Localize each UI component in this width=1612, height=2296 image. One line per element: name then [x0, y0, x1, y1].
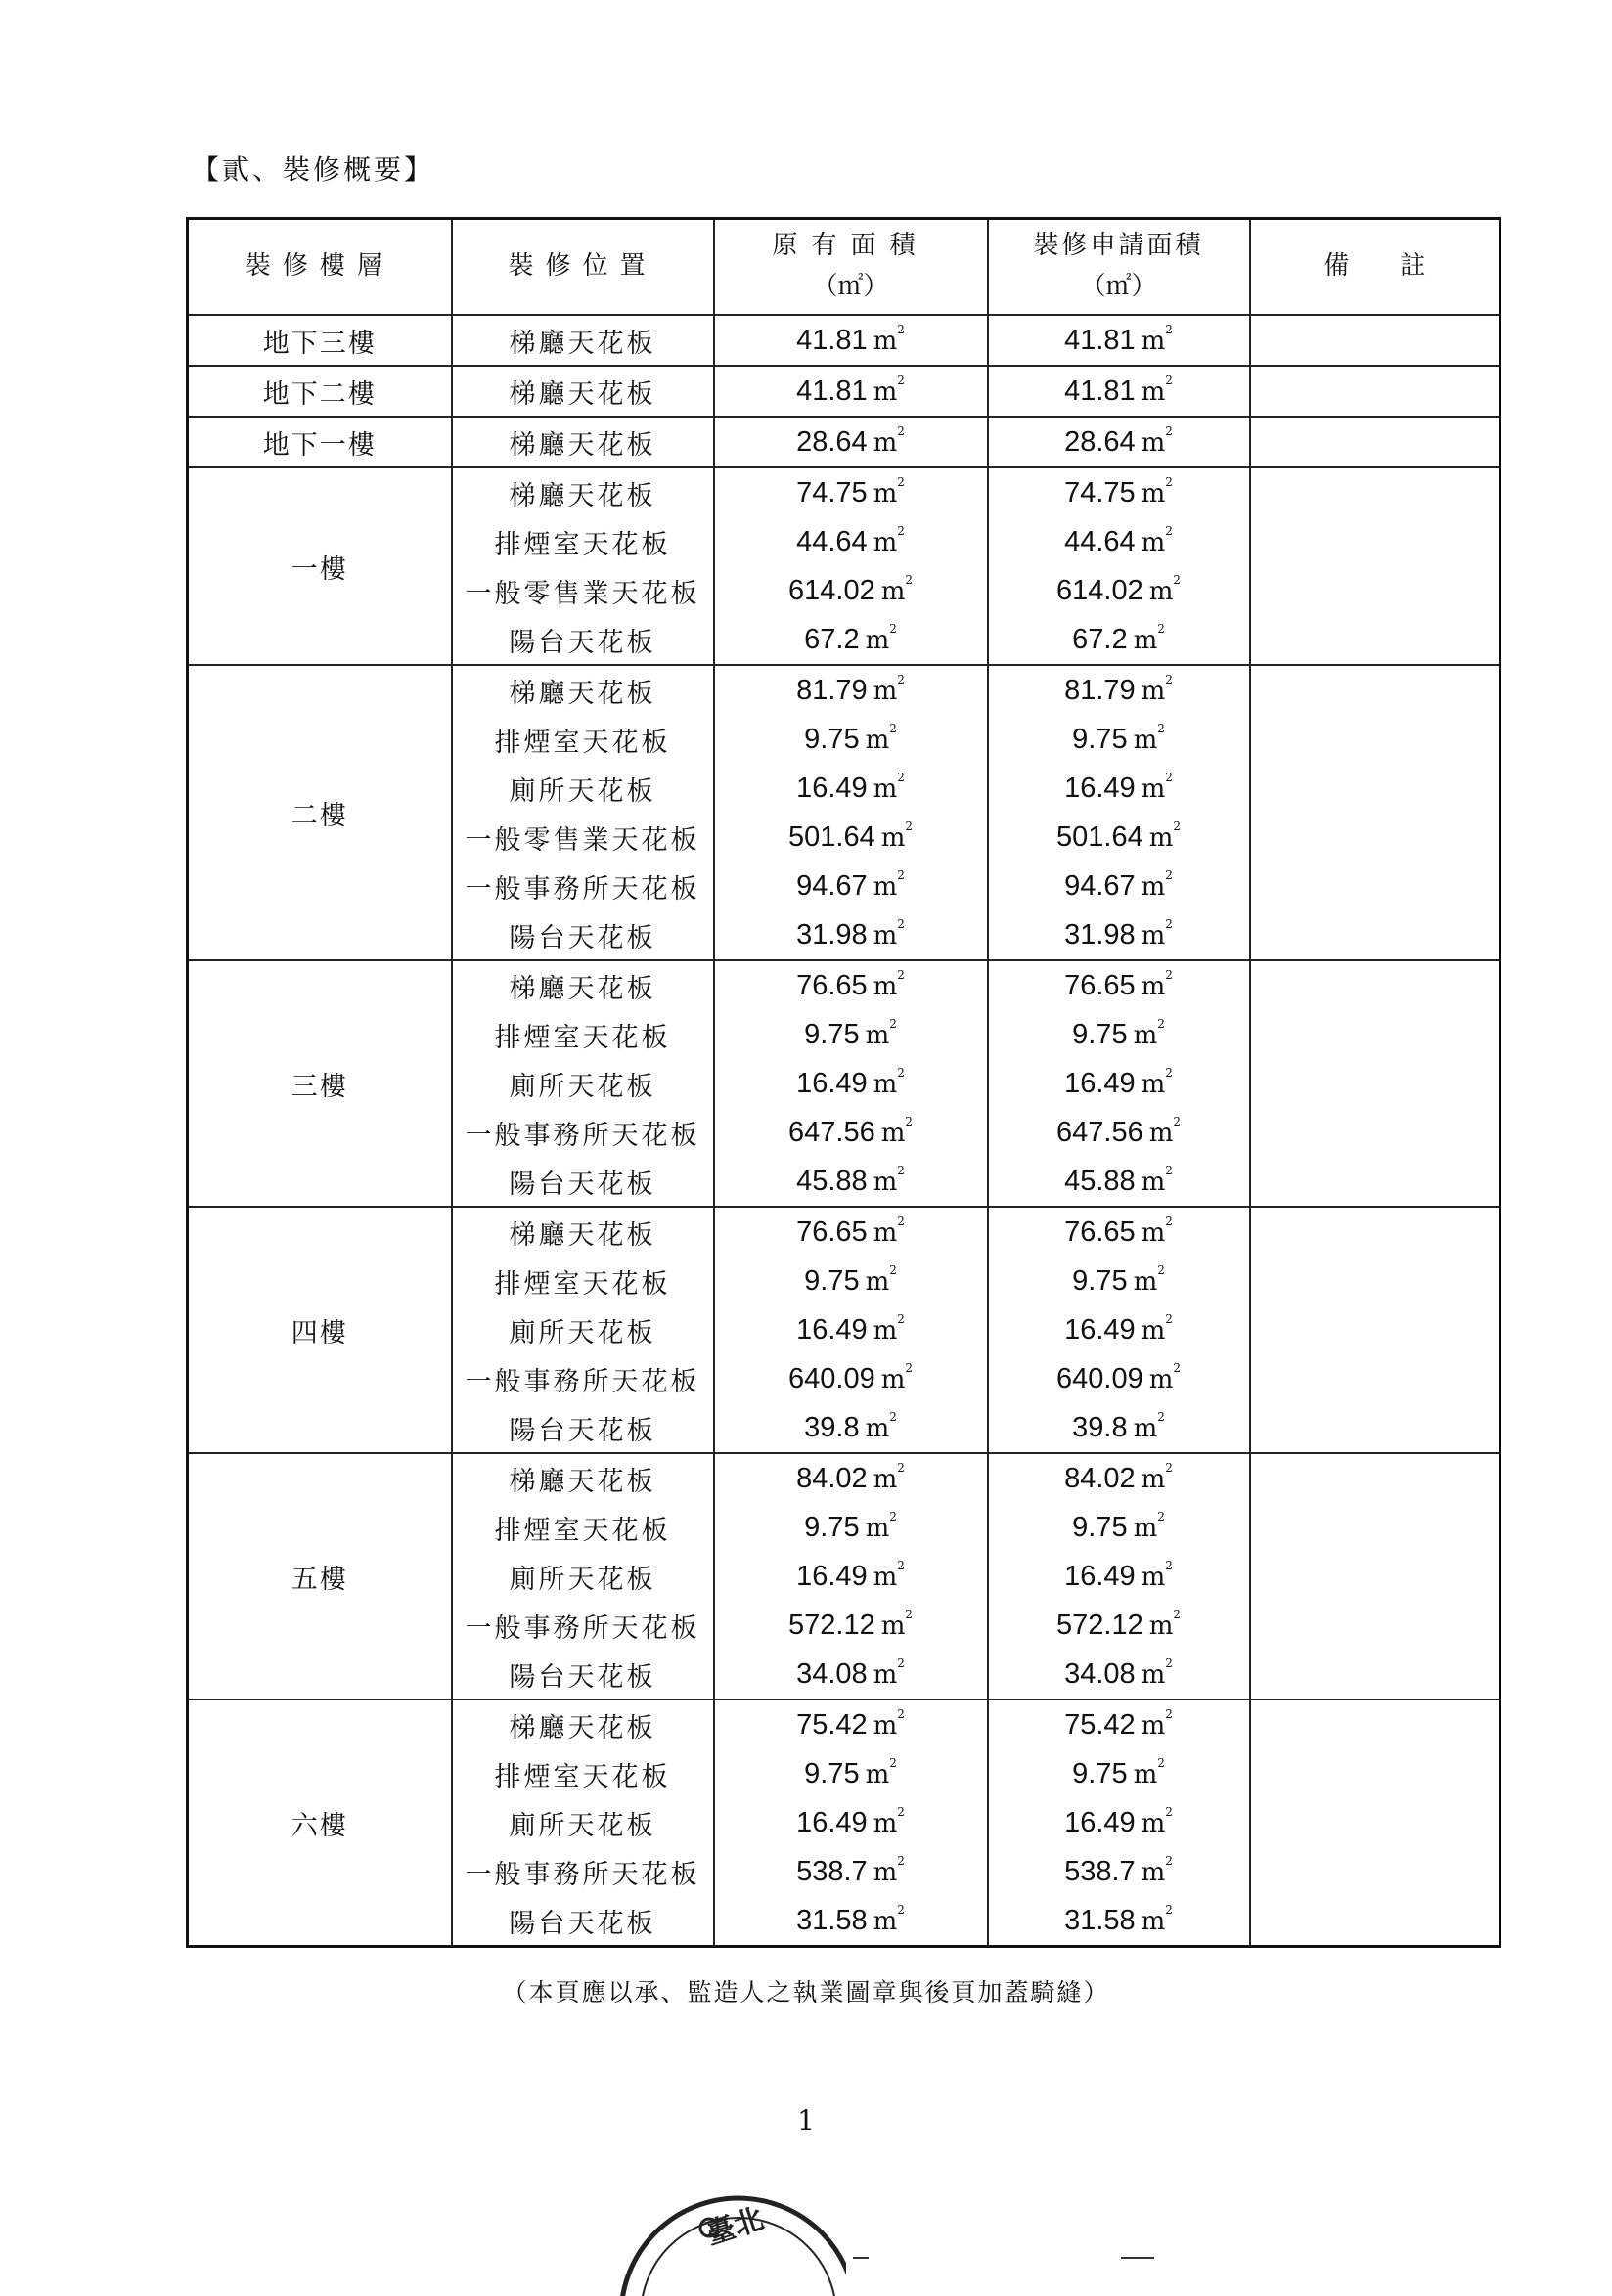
applied-area-cell	[988, 1552, 1250, 1601]
applied-area-value: 31.58	[1064, 1904, 1136, 1936]
square-meter-unit: $m^2$	[880, 1360, 913, 1394]
square-meter-unit: $m^2$	[873, 770, 905, 804]
floor-cell: 地下一樓	[188, 417, 452, 467]
original-area-cell	[714, 1010, 988, 1059]
original-area-value: 74.75	[796, 476, 868, 508]
applied-area-cell	[988, 1305, 1250, 1354]
applied-area-value: 34.08	[1064, 1657, 1136, 1690]
position-cell: 排煙室天花板	[452, 1503, 714, 1552]
applied-area-cell	[988, 517, 1250, 566]
square-meter-unit: $m^2$	[1141, 1902, 1173, 1936]
square-meter-unit: $m^2$	[873, 967, 905, 1001]
applied-area-value: 41.81	[1064, 375, 1136, 407]
original-area-cell	[714, 1503, 988, 1552]
header-original-area-label: 原有面積	[772, 231, 929, 261]
original-area-cell	[714, 861, 988, 910]
square-meter-unit: $m^2$	[1141, 423, 1173, 458]
square-meter-unit: $m^2$	[873, 1853, 905, 1887]
position-cell: 陽台天花板	[452, 1650, 714, 1700]
original-area-cell	[714, 1305, 988, 1354]
applied-area-cell	[988, 715, 1250, 764]
header-original-area-unit: （㎡）	[812, 272, 889, 301]
table-header	[188, 219, 1500, 316]
position-cell: 一般零售業天花板	[452, 566, 714, 615]
applied-area-cell	[988, 1650, 1250, 1700]
position-cell: 排煙室天花板	[452, 1010, 714, 1059]
square-meter-unit: $m^2$	[873, 1065, 905, 1099]
position-cell: 梯廳天花板	[452, 1207, 714, 1257]
position-cell: 廁所天花板	[452, 1059, 714, 1108]
applied-area-cell	[988, 1749, 1250, 1798]
applied-area-value: 28.64	[1064, 425, 1136, 458]
applied-area-cell	[988, 665, 1250, 715]
applied-area-value: 39.8	[1072, 1411, 1128, 1443]
applied-area-value: 16.49	[1064, 1313, 1136, 1346]
square-meter-unit: $m^2$	[873, 373, 905, 407]
remarks-cell	[1250, 1453, 1500, 1700]
square-meter-unit: $m^2$	[865, 1509, 897, 1543]
square-meter-unit: $m^2$	[1141, 1214, 1173, 1248]
original-area-cell	[714, 1650, 988, 1700]
position-cell: 一般事務所天花板	[452, 1601, 714, 1650]
table-row	[188, 366, 1500, 417]
position-cell: 梯廳天花板	[452, 1700, 714, 1749]
original-area-value: 76.65	[796, 1215, 868, 1248]
table-body	[188, 315, 1500, 1947]
original-area-value: 9.75	[804, 1757, 860, 1789]
applied-area-cell	[988, 1403, 1250, 1453]
position-cell: 梯廳天花板	[452, 1453, 714, 1503]
table-row	[188, 665, 1500, 715]
square-meter-unit: $m^2$	[1133, 1016, 1165, 1050]
position-cell: 排煙室天花板	[452, 1749, 714, 1798]
seal-text: 臺北	[701, 2201, 769, 2253]
applied-area-cell	[988, 615, 1250, 665]
square-meter-unit: $m^2$	[880, 1607, 913, 1641]
floor-cell: 地下三樓	[188, 315, 452, 366]
original-area-value: 76.65	[796, 969, 868, 1001]
header-remarks: 備 註	[1250, 219, 1500, 316]
original-area-cell	[714, 1749, 988, 1798]
position-cell: 排煙室天花板	[452, 715, 714, 764]
table-row	[188, 467, 1500, 517]
original-area-cell	[714, 813, 988, 861]
applied-area-cell	[988, 417, 1250, 467]
original-area-cell	[714, 665, 988, 715]
square-meter-unit: $m^2$	[873, 423, 905, 458]
applied-area-cell	[988, 813, 1250, 861]
applied-area-value: 9.75	[1072, 1018, 1128, 1050]
applied-area-value: 76.65	[1064, 969, 1136, 1001]
position-cell: 梯廳天花板	[452, 417, 714, 467]
square-meter-unit: $m^2$	[1141, 770, 1173, 804]
position-cell: 廁所天花板	[452, 1798, 714, 1847]
square-meter-unit: $m^2$	[873, 916, 905, 950]
applied-area-value: 9.75	[1072, 1511, 1128, 1543]
applied-area-value: 76.65	[1064, 1215, 1136, 1248]
applied-area-value: 501.64	[1056, 820, 1143, 853]
applied-area-value: 16.49	[1064, 1806, 1136, 1838]
square-meter-unit: $m^2$	[1141, 1656, 1173, 1690]
position-cell: 廁所天花板	[452, 1552, 714, 1601]
position-cell: 陽台天花板	[452, 1157, 714, 1207]
table-row	[188, 1207, 1500, 1257]
square-meter-unit: $m^2$	[1141, 1311, 1173, 1346]
applied-area-value: 538.7	[1064, 1855, 1136, 1887]
applied-area-cell	[988, 566, 1250, 615]
header-original-area	[714, 219, 988, 316]
table-row	[188, 1453, 1500, 1503]
original-area-value: 538.7	[796, 1855, 868, 1887]
square-meter-unit: $m^2$	[1141, 1853, 1173, 1887]
remarks-cell	[1250, 1207, 1500, 1453]
position-cell: 排煙室天花板	[452, 517, 714, 566]
floor-cell: 一樓	[188, 467, 452, 665]
square-meter-unit: $m^2$	[873, 1311, 905, 1346]
original-area-value: 501.64	[788, 820, 875, 853]
applied-area-cell	[988, 910, 1250, 960]
applied-area-value: 9.75	[1072, 1264, 1128, 1297]
floor-cell: 五樓	[188, 1453, 452, 1700]
applied-area-value: 9.75	[1072, 723, 1128, 755]
applied-area-cell	[988, 1257, 1250, 1305]
square-meter-unit: $m^2$	[873, 1902, 905, 1936]
original-area-cell	[714, 1257, 988, 1305]
applied-area-cell	[988, 1503, 1250, 1552]
square-meter-unit: $m^2$	[873, 474, 905, 508]
applied-area-value: 41.81	[1064, 324, 1136, 356]
applied-area-value: 84.02	[1064, 1462, 1136, 1494]
square-meter-unit: $m^2$	[1141, 1804, 1173, 1838]
remarks-cell	[1250, 366, 1500, 417]
square-meter-unit: $m^2$	[865, 1409, 897, 1443]
original-area-value: 41.81	[796, 324, 868, 356]
applied-area-cell	[988, 1601, 1250, 1650]
original-area-cell	[714, 960, 988, 1010]
square-meter-unit: $m^2$	[1148, 1607, 1181, 1641]
position-cell: 梯廳天花板	[452, 665, 714, 715]
original-area-cell	[714, 1700, 988, 1749]
original-area-value: 16.49	[796, 772, 868, 804]
square-meter-unit: $m^2$	[1141, 523, 1173, 557]
applied-area-value: 45.88	[1064, 1165, 1136, 1197]
square-meter-unit: $m^2$	[873, 1460, 905, 1494]
square-meter-unit: $m^2$	[865, 1262, 897, 1297]
original-area-value: 572.12	[788, 1609, 875, 1641]
original-area-cell	[714, 1798, 988, 1847]
position-cell: 一般事務所天花板	[452, 1354, 714, 1403]
applied-area-cell	[988, 1157, 1250, 1207]
square-meter-unit: $m^2$	[865, 721, 897, 755]
square-meter-unit: $m^2$	[880, 818, 913, 853]
remarks-cell	[1250, 315, 1500, 366]
applied-area-cell	[988, 1700, 1250, 1749]
original-area-value: 647.56	[788, 1116, 875, 1148]
applied-area-cell	[988, 1354, 1250, 1403]
original-area-value: 9.75	[804, 723, 860, 755]
section-title: 【貳、裝修概要】	[192, 154, 435, 186]
applied-area-cell	[988, 1798, 1250, 1847]
position-cell: 陽台天花板	[452, 1403, 714, 1453]
original-area-cell	[714, 764, 988, 813]
square-meter-unit: $m^2$	[865, 1016, 897, 1050]
position-cell: 梯廳天花板	[452, 366, 714, 417]
original-area-value: 41.81	[796, 375, 868, 407]
applied-area-cell	[988, 1207, 1250, 1257]
original-area-cell	[714, 1059, 988, 1108]
original-area-cell	[714, 1847, 988, 1896]
square-meter-unit: $m^2$	[873, 1656, 905, 1690]
position-cell: 一般事務所天花板	[452, 861, 714, 910]
original-area-value: 9.75	[804, 1511, 860, 1543]
position-cell: 陽台天花板	[452, 910, 714, 960]
scan-mark	[1121, 2257, 1154, 2259]
floor-cell: 二樓	[188, 665, 452, 960]
square-meter-unit: $m^2$	[873, 1804, 905, 1838]
original-area-cell	[714, 1601, 988, 1650]
applied-area-cell	[988, 1059, 1250, 1108]
original-area-cell	[714, 1552, 988, 1601]
page-number: 1	[797, 2104, 815, 2137]
header-applied-area	[988, 219, 1250, 316]
square-meter-unit: $m^2$	[1133, 1755, 1165, 1789]
square-meter-unit: $m^2$	[873, 322, 905, 356]
original-area-cell	[714, 417, 988, 467]
square-meter-unit: $m^2$	[1141, 1065, 1173, 1099]
original-area-value: 31.98	[796, 918, 868, 950]
applied-area-value: 16.49	[1064, 1560, 1136, 1592]
position-cell: 廁所天花板	[452, 764, 714, 813]
original-area-value: 16.49	[796, 1313, 868, 1346]
remarks-cell	[1250, 665, 1500, 960]
original-area-value: 31.58	[796, 1904, 868, 1936]
original-area-value: 9.75	[804, 1264, 860, 1297]
square-meter-unit: $m^2$	[1148, 1360, 1181, 1394]
applied-area-value: 75.42	[1064, 1708, 1136, 1741]
position-cell: 梯廳天花板	[452, 315, 714, 366]
square-meter-unit: $m^2$	[1141, 1558, 1173, 1592]
original-area-cell	[714, 1157, 988, 1207]
square-meter-unit: $m^2$	[1133, 1509, 1165, 1543]
position-cell: 梯廳天花板	[452, 960, 714, 1010]
header-floor: 裝修樓層	[188, 219, 452, 316]
square-meter-unit: $m^2$	[1148, 572, 1181, 606]
square-meter-unit: $m^2$	[1133, 621, 1165, 655]
square-meter-unit: $m^2$	[1141, 967, 1173, 1001]
square-meter-unit: $m^2$	[1141, 373, 1173, 407]
applied-area-cell	[988, 764, 1250, 813]
applied-area-cell	[988, 861, 1250, 910]
applied-area-cell	[988, 1896, 1250, 1947]
original-area-cell	[714, 910, 988, 960]
original-area-value: 28.64	[796, 425, 868, 458]
floor-cell: 六樓	[188, 1700, 452, 1947]
square-meter-unit: $m^2$	[880, 572, 913, 606]
square-meter-unit: $m^2$	[873, 1706, 905, 1741]
scan-mark	[853, 2257, 869, 2259]
original-area-value: 45.88	[796, 1165, 868, 1197]
square-meter-unit: $m^2$	[1133, 721, 1165, 755]
original-area-cell	[714, 517, 988, 566]
original-area-value: 67.2	[804, 623, 860, 655]
header-position: 裝修位置	[452, 219, 714, 316]
original-area-value: 640.09	[788, 1362, 875, 1394]
applied-area-value: 16.49	[1064, 1067, 1136, 1099]
original-area-cell	[714, 615, 988, 665]
applied-area-value: 44.64	[1064, 525, 1136, 557]
floor-cell: 三樓	[188, 960, 452, 1207]
floor-cell: 地下二樓	[188, 366, 452, 417]
original-area-cell	[714, 366, 988, 417]
original-area-value: 75.42	[796, 1708, 868, 1741]
applied-area-cell	[988, 467, 1250, 517]
original-area-cell	[714, 315, 988, 366]
renovation-summary-table	[186, 217, 1501, 1948]
square-meter-unit: $m^2$	[1133, 1409, 1165, 1443]
original-area-value: 16.49	[796, 1806, 868, 1838]
table-row	[188, 315, 1500, 366]
square-meter-unit: $m^2$	[1141, 322, 1173, 356]
square-meter-unit: $m^2$	[1141, 1706, 1173, 1741]
position-cell: 陽台天花板	[452, 1896, 714, 1947]
square-meter-unit: $m^2$	[1141, 672, 1173, 706]
square-meter-unit: $m^2$	[1141, 916, 1173, 950]
square-meter-unit: $m^2$	[873, 867, 905, 902]
square-meter-unit: $m^2$	[873, 1558, 905, 1592]
square-meter-unit: $m^2$	[1141, 867, 1173, 902]
applied-area-value: 94.67	[1064, 869, 1136, 902]
original-area-value: 94.67	[796, 869, 868, 902]
square-meter-unit: $m^2$	[1141, 474, 1173, 508]
applied-area-value: 31.98	[1064, 918, 1136, 950]
position-cell: 梯廳天花板	[452, 467, 714, 517]
square-meter-unit: $m^2$	[873, 523, 905, 557]
original-area-value: 614.02	[788, 574, 875, 606]
table-row	[188, 417, 1500, 467]
square-meter-unit: $m^2$	[873, 672, 905, 706]
original-area-cell	[714, 1896, 988, 1947]
original-area-cell	[714, 467, 988, 517]
square-meter-unit: $m^2$	[873, 1214, 905, 1248]
square-meter-unit: $m^2$	[865, 1755, 897, 1789]
square-meter-unit: $m^2$	[1141, 1163, 1173, 1197]
original-area-value: 9.75	[804, 1018, 860, 1050]
position-cell: 一般零售業天花板	[452, 813, 714, 861]
applied-area-value: 572.12	[1056, 1609, 1143, 1641]
applied-area-cell	[988, 366, 1250, 417]
applied-area-cell	[988, 1847, 1250, 1896]
square-meter-unit: $m^2$	[873, 1163, 905, 1197]
table-row	[188, 1700, 1500, 1749]
applied-area-value: 67.2	[1072, 623, 1128, 655]
square-meter-unit: $m^2$	[1133, 1262, 1165, 1297]
applied-area-value: 614.02	[1056, 574, 1143, 606]
original-area-value: 39.8	[804, 1411, 860, 1443]
header-applied-area-label: 裝修申請面積	[1033, 231, 1204, 261]
original-area-cell	[714, 1453, 988, 1503]
table-row	[188, 960, 1500, 1010]
remarks-cell	[1250, 960, 1500, 1207]
applied-area-cell	[988, 1010, 1250, 1059]
square-meter-unit: $m^2$	[1141, 1460, 1173, 1494]
applied-area-cell	[988, 315, 1250, 366]
applied-area-cell	[988, 960, 1250, 1010]
position-cell: 排煙室天花板	[452, 1257, 714, 1305]
original-area-cell	[714, 1354, 988, 1403]
applied-area-cell	[988, 1108, 1250, 1157]
original-area-value: 16.49	[796, 1067, 868, 1099]
applied-area-cell	[988, 1453, 1250, 1503]
position-cell: 一般事務所天花板	[452, 1108, 714, 1157]
applied-area-value: 647.56	[1056, 1116, 1143, 1148]
original-area-cell	[714, 1403, 988, 1453]
header-applied-area-unit: （㎡）	[1080, 272, 1157, 301]
applied-area-value: 16.49	[1064, 772, 1136, 804]
square-meter-unit: $m^2$	[880, 1114, 913, 1148]
applied-area-value: 640.09	[1056, 1362, 1143, 1394]
original-area-value: 81.79	[796, 674, 868, 706]
remarks-cell	[1250, 1700, 1500, 1947]
original-area-value: 84.02	[796, 1462, 868, 1494]
square-meter-unit: $m^2$	[865, 621, 897, 655]
square-meter-unit: $m^2$	[1148, 818, 1181, 853]
original-area-cell	[714, 715, 988, 764]
original-area-value: 44.64	[796, 525, 868, 557]
applied-area-value: 74.75	[1064, 476, 1136, 508]
floor-cell: 四樓	[188, 1207, 452, 1453]
square-meter-unit: $m^2$	[1148, 1114, 1181, 1148]
footnote: （本頁應以承、監造人之執業圖章與後頁加蓋騎縫）	[502, 1978, 1110, 2007]
original-area-cell	[714, 566, 988, 615]
position-cell: 陽台天花板	[452, 615, 714, 665]
original-area-cell	[714, 1108, 988, 1157]
applied-area-value: 81.79	[1064, 674, 1136, 706]
remarks-cell	[1250, 417, 1500, 467]
remarks-cell	[1250, 467, 1500, 665]
original-area-cell	[714, 1207, 988, 1257]
original-area-value: 34.08	[796, 1657, 868, 1690]
position-cell: 一般事務所天花板	[452, 1847, 714, 1896]
applied-area-value: 9.75	[1072, 1757, 1128, 1789]
original-area-value: 16.49	[796, 1560, 868, 1592]
position-cell: 廁所天花板	[452, 1305, 714, 1354]
